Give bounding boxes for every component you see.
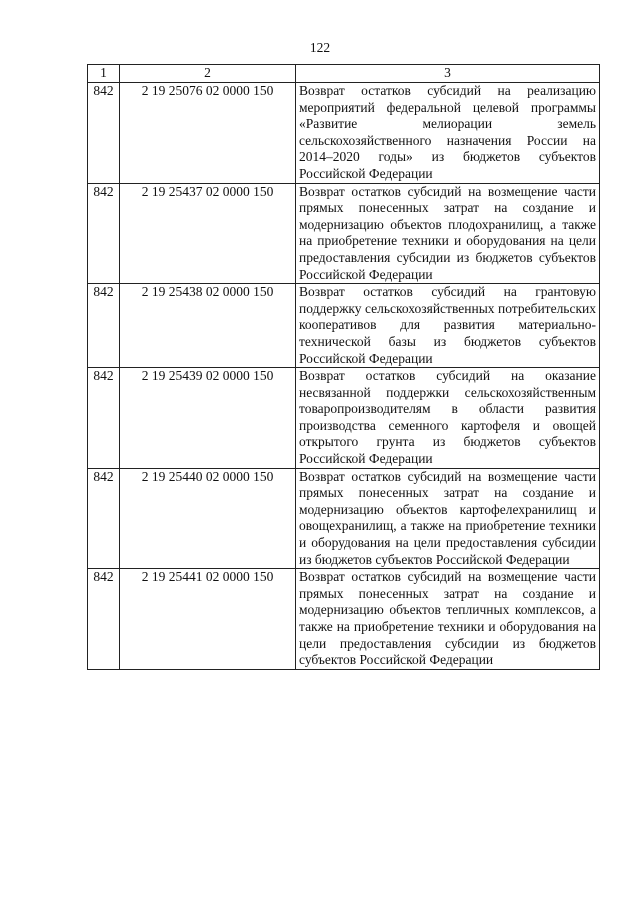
table-row (88, 284, 600, 368)
revenue-description: Возврат остатков субсидий на реализацию мероприятий федеральной целевой программы «Развитие мелиорации земель сельскохозяйственного назначения России на 2014–2020 годы» из бюджетов субъектов Российской Федерации (296, 83, 600, 184)
revenue-code: 2 19 25076 02 0000 150 (120, 83, 296, 184)
table-row (88, 183, 600, 284)
column-header-1: 1 (88, 65, 120, 83)
administrator-code: 842 (88, 83, 120, 184)
table-row (88, 569, 600, 670)
revenue-description: Возврат остатков субсидий на оказание несвязанной поддержки сельскохозяйственным товаропроизводителям в области развития производства семенного картофеля и овощей открытого грунта из бюджетов субъектов Российской Федерации (296, 368, 600, 469)
table-row (88, 83, 600, 184)
revenue-code: 2 19 25441 02 0000 150 (120, 569, 296, 670)
revenue-code: 2 19 25437 02 0000 150 (120, 183, 296, 284)
revenue-description: Возврат остатков субсидий на возмещение части прямых понесенных затрат на создание и модернизацию объектов картофелехранилищ и овощехранилищ, а также на приобретение техники и оборудования на цели предоставления субсидии из бюджетов субъектов Российской Федерации (296, 468, 600, 569)
table-header-row (88, 65, 600, 83)
administrator-code: 842 (88, 468, 120, 569)
revenue-description: Возврат остатков субсидий на возмещение части прямых понесенных затрат на создание и модернизацию объектов тепличных комплексов, а также на приобретение техники и оборудования на цели предоставления субсидии из бюджетов субъектов Российской Федерации (296, 569, 600, 670)
column-header-3: 3 (296, 65, 600, 83)
revenue-description: Возврат остатков субсидий на возмещение части прямых понесенных затрат на создание и модернизацию объектов плодохранилищ, а также на приобретение техники и оборудования на цели предоставления субсидии из бюджетов субъектов Российской Федерации (296, 183, 600, 284)
administrator-code: 842 (88, 284, 120, 368)
table-row (88, 368, 600, 469)
table-row (88, 468, 600, 569)
column-header-2: 2 (120, 65, 296, 83)
revenue-code: 2 19 25438 02 0000 150 (120, 284, 296, 368)
administrator-code: 842 (88, 569, 120, 670)
revenue-code: 2 19 25440 02 0000 150 (120, 468, 296, 569)
budget-classification-table (87, 64, 600, 670)
page-number: 122 (309, 40, 331, 55)
administrator-code: 842 (88, 183, 120, 284)
revenue-description: Возврат остатков субсидий на грантовую поддержку сельскохозяйственных потребительских кооперативов для развития материально-технической базы из бюджетов субъектов Российской Федерации (296, 284, 600, 368)
administrator-code: 842 (88, 368, 120, 469)
revenue-code: 2 19 25439 02 0000 150 (120, 368, 296, 469)
